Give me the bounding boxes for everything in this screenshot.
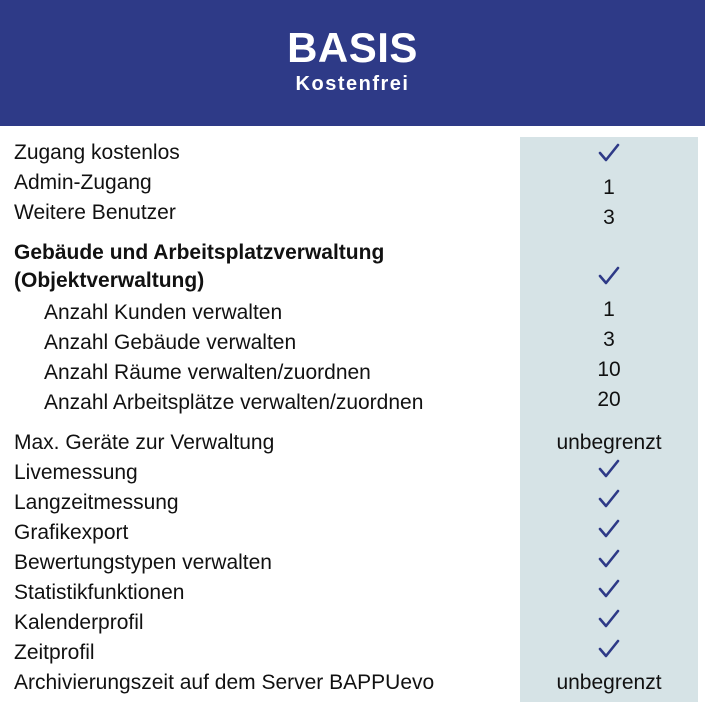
feature-row-bewertungstypen bbox=[0, 550, 705, 576]
feature-value bbox=[520, 576, 698, 602]
feature-row-admin bbox=[0, 170, 705, 199]
feature-label: Anzahl Arbeitsplätze verwalten/zuordnen bbox=[44, 391, 424, 414]
checkmark-icon bbox=[598, 488, 620, 510]
checkmark-icon bbox=[598, 265, 620, 287]
feature-value: 10 bbox=[597, 358, 621, 381]
feature-value bbox=[520, 263, 698, 289]
feature-label: Grafikexport bbox=[14, 521, 129, 544]
feature-label: Anzahl Gebäude verwalten bbox=[44, 331, 297, 354]
feature-label: Max. Geräte zur Verwaltung bbox=[14, 431, 275, 454]
checkmark-icon bbox=[598, 578, 620, 600]
feature-value: 3 bbox=[603, 206, 615, 229]
plan-title: BASIS bbox=[287, 24, 418, 71]
feature-value: 1 bbox=[603, 298, 615, 321]
feature-row-objekt bbox=[0, 268, 705, 294]
feature-row-benutzer bbox=[0, 200, 705, 229]
feature-label: Anzahl Räume verwalten/zuordnen bbox=[44, 361, 371, 384]
feature-row-zeitprofil bbox=[0, 640, 705, 666]
feature-value: 3 bbox=[603, 328, 615, 351]
feature-row-kalenderprofil bbox=[0, 610, 705, 636]
feature-row-livemessung bbox=[0, 460, 705, 486]
checkmark-icon bbox=[598, 518, 620, 540]
feature-value bbox=[520, 456, 698, 482]
plan-header bbox=[0, 0, 705, 126]
feature-row-zugang bbox=[0, 140, 705, 166]
feature-value: 1 bbox=[603, 176, 615, 199]
feature-label: Archivierungszeit auf dem Server BAPPUevo bbox=[14, 671, 435, 694]
feature-label: Kalenderprofil bbox=[14, 611, 144, 634]
feature-label: Livemessung bbox=[14, 461, 138, 484]
feature-label: Zugang kostenlos bbox=[14, 141, 180, 164]
plan-subtitle: Kostenfrei bbox=[295, 73, 410, 95]
feature-value bbox=[520, 516, 698, 542]
feature-label: (Objektverwaltung) bbox=[14, 269, 205, 292]
feature-value bbox=[520, 486, 698, 512]
feature-row-kunden bbox=[0, 300, 705, 326]
feature-value: unbegrenzt bbox=[556, 671, 662, 694]
feature-label: Zeitprofil bbox=[14, 641, 95, 664]
checkmark-icon bbox=[598, 638, 620, 660]
feature-value: 20 bbox=[597, 388, 621, 411]
feature-label: Anzahl Kunden verwalten bbox=[44, 301, 283, 324]
feature-value bbox=[520, 636, 698, 662]
feature-row-geraete bbox=[0, 430, 705, 456]
feature-label: Admin-Zugang bbox=[14, 171, 152, 194]
feature-value bbox=[520, 606, 698, 632]
feature-row-archivierung bbox=[0, 670, 705, 696]
feature-row-langzeitmessung bbox=[0, 490, 705, 516]
feature-row-arbeitsplaetze bbox=[0, 390, 705, 416]
feature-row-grafikexport bbox=[0, 520, 705, 546]
feature-value bbox=[520, 140, 698, 166]
feature-label: Statistikfunktionen bbox=[14, 581, 185, 604]
checkmark-icon bbox=[598, 458, 620, 480]
feature-label: Langzeitmessung bbox=[14, 491, 179, 514]
feature-label: Gebäude und Arbeitsplatzverwaltung bbox=[14, 241, 385, 264]
feature-row-gebaeude-anzahl bbox=[0, 330, 705, 356]
feature-row-statistik bbox=[0, 580, 705, 606]
feature-label: Weitere Benutzer bbox=[14, 201, 176, 224]
checkmark-icon bbox=[598, 142, 620, 164]
checkmark-icon bbox=[598, 608, 620, 630]
checkmark-icon bbox=[598, 548, 620, 570]
feature-value: unbegrenzt bbox=[556, 431, 662, 454]
feature-value bbox=[520, 546, 698, 572]
feature-label: Bewertungstypen verwalten bbox=[14, 551, 272, 574]
feature-row-raeume bbox=[0, 360, 705, 386]
